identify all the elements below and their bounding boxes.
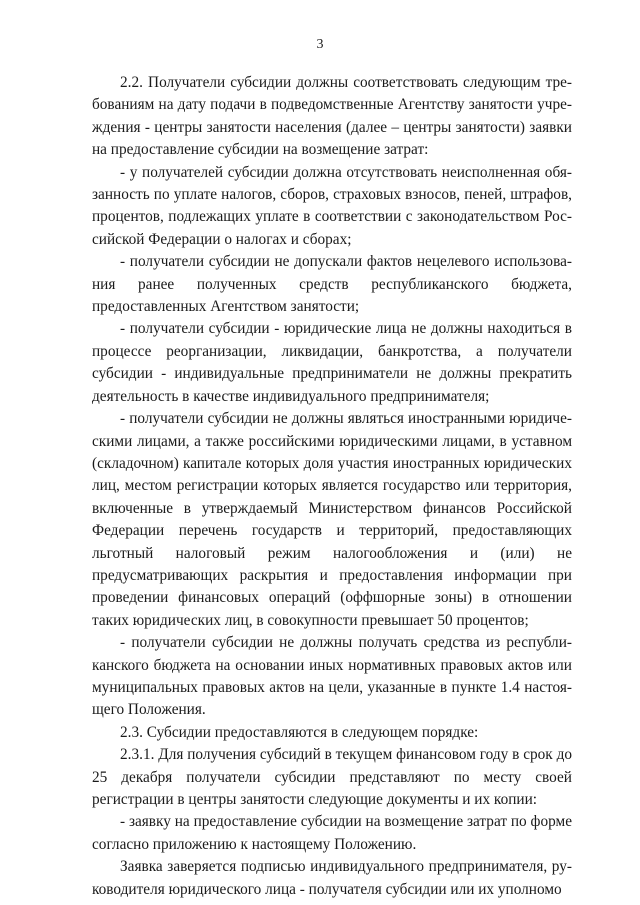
list-item-misuse-of-funds: - получатели субсидии не допускали фактов нецелевого использования ранее полученных средств республиканского бюджета, предоставленных Агентством занятости; bbox=[92, 253, 572, 316]
list-item-other-funding: - получатели субсидии не должны получать средства из республиканского бюджета на основании иных нормативных правовых актов или муниципальных правовых актов на цели, указанные в пункте 1.4 настоящего Положения. bbox=[92, 634, 572, 719]
paragraph-2-3: 2.3. Субсидии предоставляются в следующем порядке: bbox=[120, 723, 479, 741]
page-number: 3 bbox=[316, 37, 324, 52]
document-body bbox=[92, 72, 572, 901]
paragraph-2-3-1: 2.3.1. Для получения субсидий в текущем финансовом году в срок до 25 декабря получатели субсидии представляют по месту своей регистрации в центры занятости следующие документы и их копии: bbox=[92, 746, 572, 808]
list-item-reorganization: - получатели субсидии - юридические лица не должны находиться в процессе реорганизации, ликвидации, банкротства, а получатели субсидии - индивидуальные предприниматели не должны прекратить деятельность в качестве индивидуального предпринимателя; bbox=[92, 320, 572, 405]
paragraph-2-2: 2.2. Получатели субсидии должны соответствовать следующим требованиям на дату подачи в подведомственные Агентству занятости учреждения - центры занятости населения (далее – центры занятости) заявки на предоставление субсидии на возмещение затрат: bbox=[92, 74, 572, 159]
paragraph-signature: Заявка заверяется подписью индивидуального предпринимателя, руководителя юридического лица - получателя субсидии или их уполномо bbox=[92, 858, 572, 898]
list-item-application: - заявку на предоставление субсидии на возмещение затрат по форме согласно приложению к настоящему Положению. bbox=[92, 813, 572, 853]
list-item-foreign-entities: - получатели субсидии не должны являться иностранными юридическими лицами, а также российскими юридическими лицами, в уставном (складочном) капитале которых доля участия иностранных юридических лиц, местом регистрации которых является государство или территория, включенные в утверждаемый Министерством финансов Российской Федерации перечень государств и территорий, предоставляющих льготный налоговый режим налогообложения и (или) не предусматривающих раскрытия и предоставления информации при проведении финансовых операций (оффшорные зоны) в отношении таких юридических лиц, в совокупности превышает 50 процентов; bbox=[92, 410, 572, 629]
list-item-tax-obligations: - у получателей субсидии должна отсутствовать неисполненная обязанность по уплате налогов, сборов, страховых взносов, пеней, штрафов, процентов, подлежащих уплате в соответствии с законодательством Российской Федерации о налогах и сборах; bbox=[92, 163, 572, 248]
